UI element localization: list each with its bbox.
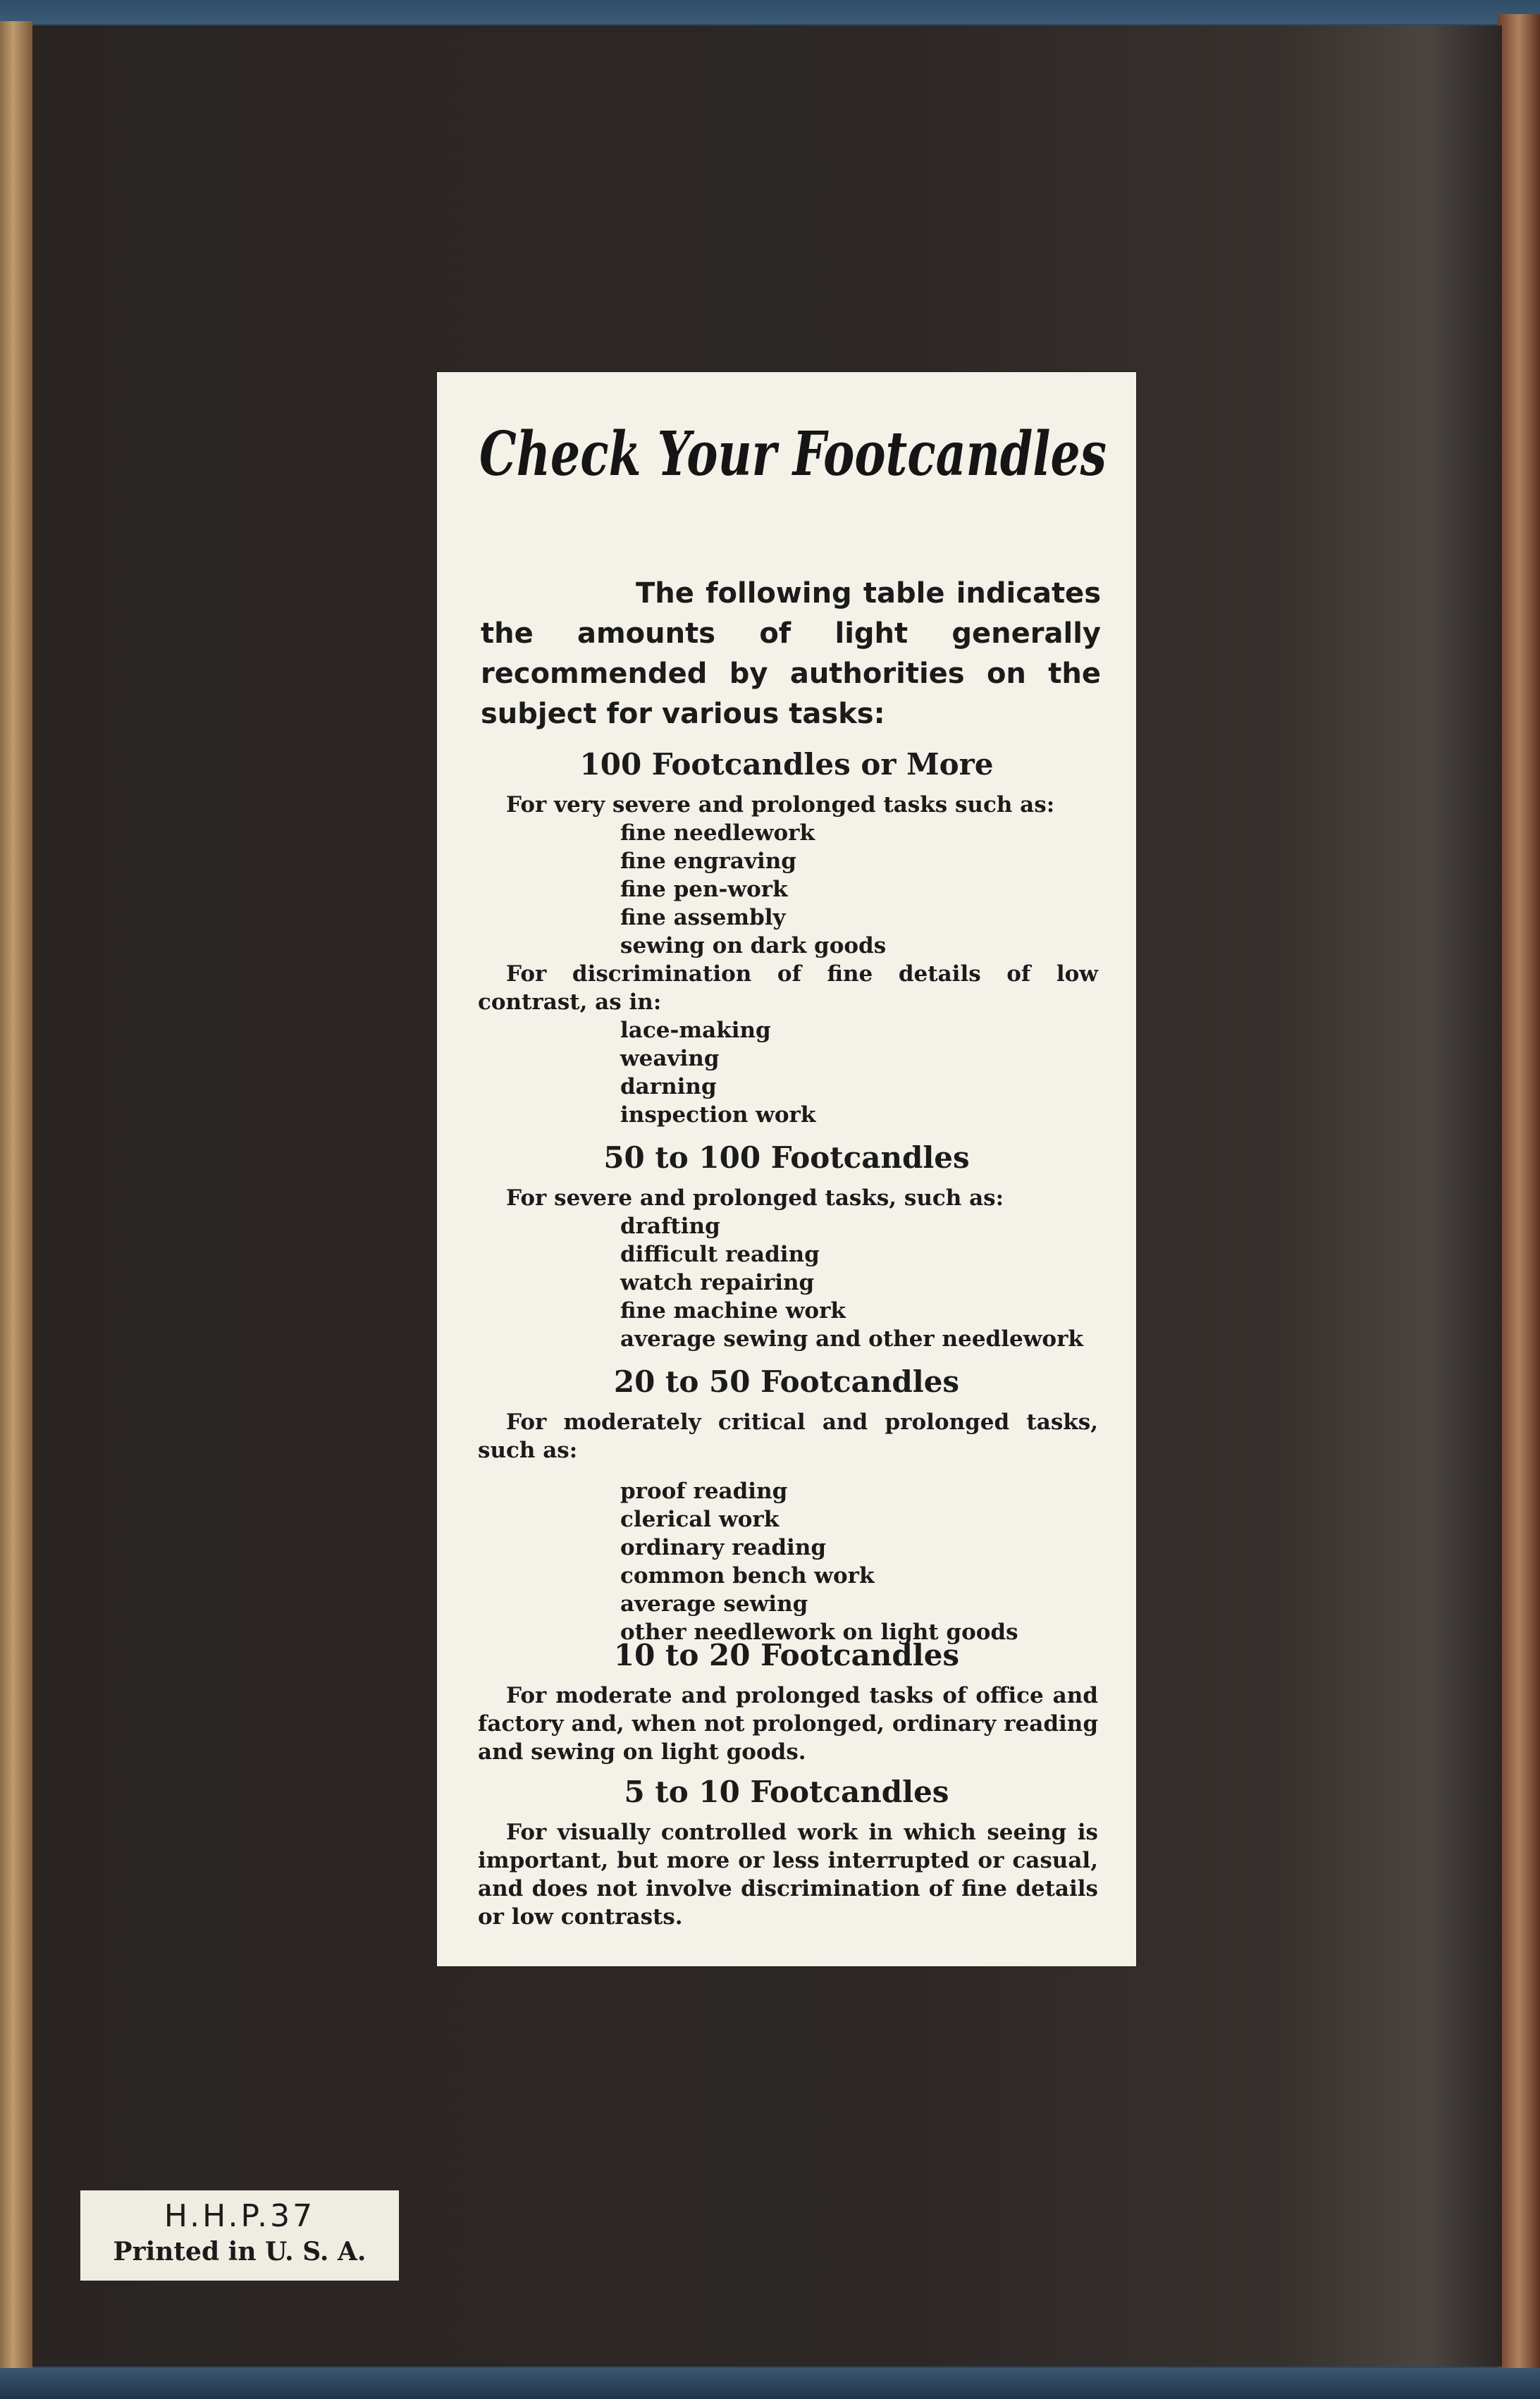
book-cover-top-edge [0,0,1540,24]
list-item: ordinary reading [620,1535,827,1560]
section-1-list-1 [620,819,1114,960]
printed-in-usa: Printed in U. S. A. [113,2237,366,2267]
section-1-paragraph-2: For discrimination of fine details of low contrast, as in: [478,961,1098,1015]
list-item: lace-making [620,1018,771,1043]
section-2-list [620,1212,1114,1353]
section-4-paragraph: For moderate and prolonged tasks of office and factory and, when not prolonged, ordinary reading and sewing on light goods. [478,1683,1098,1765]
section-5-paragraph: For visually controlled work in which seeing is important, but more or less interrupted or casual, and does not involve discrimination of fine details or low contrasts. [478,1820,1098,1930]
section-3-list [620,1477,1114,1646]
list-item: other needlework on light goods [620,1620,1018,1645]
list-item: average sewing [620,1591,808,1617]
title-text: Check Your Footcandles [479,419,1107,490]
handwritten-title [479,416,1114,493]
list-item: darning [620,1074,717,1099]
list-item: average sewing and other needlework [620,1326,1083,1352]
list-item: fine machine work [620,1298,846,1324]
section-1-paragraph-1: For very severe and prolonged tasks such as: [506,792,1055,818]
book-cover-bottom-edge [0,2368,1540,2399]
list-item: fine pen-work [620,877,788,902]
list-item: common bench work [620,1563,875,1589]
section-3-paragraph: For moderately critical and prolonged tasks, such as: [478,1410,1098,1463]
list-item: weaving [620,1046,720,1071]
list-item: sewing on dark goods [620,933,887,958]
section-1-list-2 [620,1016,1114,1129]
section-heading-100-plus: 100 Footcandles or More [579,747,994,782]
list-item: fine engraving [620,849,796,874]
section-heading-10-20: 10 to 20 Footcandles [613,1638,960,1672]
section-heading-20-50: 20 to 50 Footcandles [613,1364,960,1399]
pasted-clipping [437,372,1136,1966]
section-2-paragraph: For severe and prolonged tasks, such as: [506,1185,1004,1211]
list-item: inspection work [620,1102,816,1128]
list-item: fine needlework [620,820,815,846]
list-item: drafting [620,1214,720,1239]
catalog-code: H.H.P.37 [164,2198,316,2234]
list-item: difficult reading [620,1242,820,1267]
book-spine-edge [0,21,32,2368]
list-item: clerical work [620,1507,780,1532]
intro-paragraph: The following table indicates the amounts of light generally recommended by authorities on the subject for various tasks: [481,577,1101,730]
book-fore-edge [1498,14,1540,2368]
list-item: proof reading [620,1479,788,1504]
section-heading-50-100: 50 to 100 Footcandles [603,1140,970,1175]
list-item: watch repairing [620,1270,815,1295]
list-item: fine assembly [620,905,786,930]
catalog-label [80,2190,399,2281]
section-heading-5-10: 5 to 10 Footcandles [624,1775,949,1809]
handwritten-title-graphic [479,416,1114,493]
